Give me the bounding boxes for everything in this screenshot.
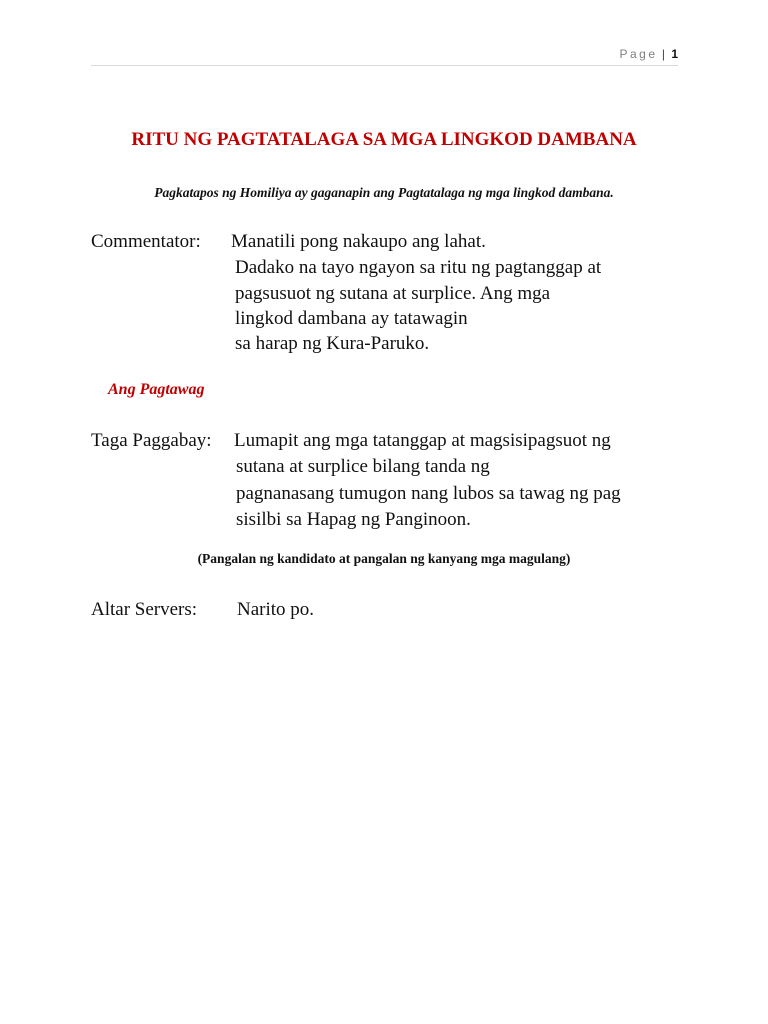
page-number-value: 1 — [671, 47, 678, 61]
commentator-line: pagsusuot ng sutana at surplice. Ang mga — [235, 283, 551, 304]
commentator-line: sa harap ng Kura-Paruko. — [235, 333, 430, 354]
altar-servers-line: Narito po. — [237, 599, 315, 620]
page-header — [91, 45, 678, 66]
commentator-line: Manatili pong nakaupo ang lahat. — [231, 231, 486, 252]
commentator-line: Dadako na tayo ngayon sa ritu ng pagtanggap at — [235, 257, 602, 278]
guide-line: pagnanasang tumugon nang lubos sa tawag ng pag — [236, 483, 621, 504]
guide-line: Lumapit ang mga tatanggap at magsisipagsuot ng — [234, 430, 611, 451]
page-label: Page — [619, 47, 658, 61]
speaker-commentator: Commentator: — [91, 231, 201, 252]
guide-line: sutana at surplice bilang tanda ng — [236, 456, 490, 477]
speaker-guide: Taga Paggabay: — [91, 430, 212, 451]
page-separator: | — [661, 47, 665, 61]
commentator-line: lingkod dambana ay tatawagin — [235, 308, 468, 329]
intro-note: Pagkatapos ng Homiliya ay gaganapin ang Pagtatalaga ng mga lingkod dambana. — [154, 185, 614, 200]
guide-line: sisilbi sa Hapag ng Panginoon. — [236, 509, 471, 530]
candidate-note: (Pangalan ng kandidato at pangalan ng kanyang mga magulang) — [197, 551, 571, 566]
document-title: RITU NG PAGTATALAGA SA MGA LINGKOD DAMBANA — [131, 129, 637, 150]
page-number — [619, 47, 678, 61]
speaker-altar-servers: Altar Servers: — [91, 599, 198, 620]
section-heading: Ang Pagtawag — [108, 381, 205, 398]
